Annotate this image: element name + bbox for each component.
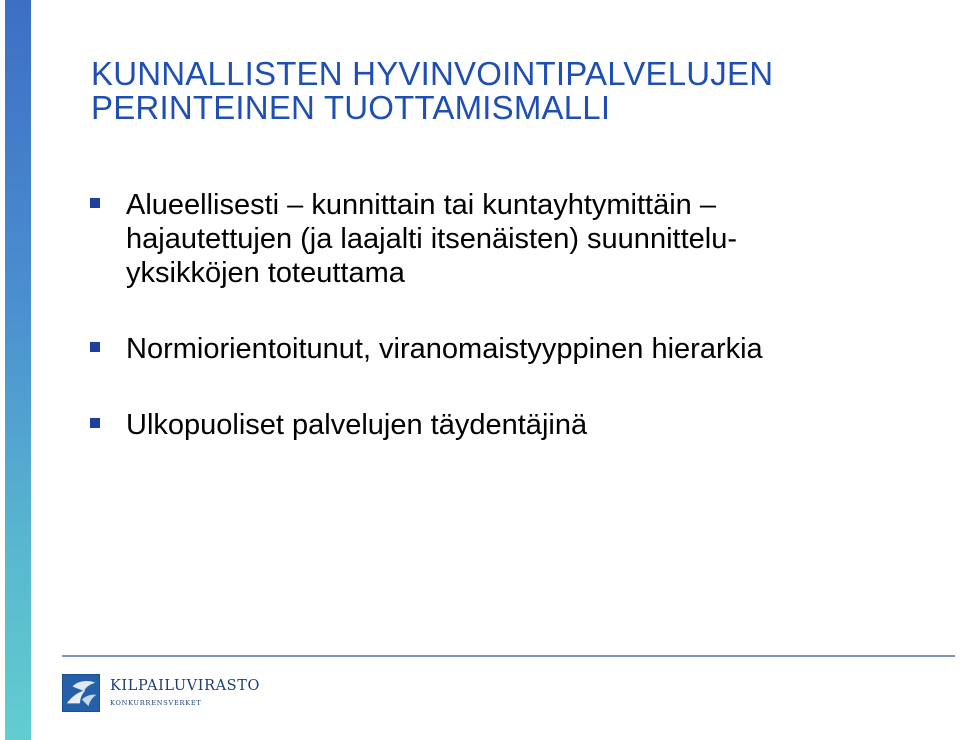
- bullet-item-3: [90, 408, 930, 442]
- bullet-list: [90, 188, 930, 442]
- bullet-2-line-1: Normiorientoitunut, viranomaistyyppinen hierarkia: [126, 333, 763, 365]
- org-name: KILPAILUVIRASTO: [110, 678, 260, 694]
- org-subname: KONKURRENSVERKET: [110, 699, 202, 707]
- bullet-3-line-1: Ulkopuoliset palvelujen täydentäjinä: [126, 409, 588, 441]
- square-bullet-icon: [90, 418, 100, 428]
- bullet-1-line-3: yksikköjen toteuttama: [126, 257, 405, 289]
- bullet-text-2: [126, 332, 930, 366]
- page-title: [91, 57, 773, 125]
- bullet-1-line-1: Alueellisesti – kunnittain tai kuntayhtymittäin –: [126, 189, 716, 221]
- page-title-line-1: KUNNALLISTEN HYVINVOINTIPALVELUJEN: [91, 55, 774, 92]
- bullet-item-1: [90, 188, 930, 290]
- bullet-item-2: [90, 332, 930, 366]
- org-logo: [62, 674, 260, 712]
- square-bullet-icon: [90, 342, 100, 352]
- page-title-line-2: PERINTEINEN TUOTTAMISMALLI: [91, 89, 611, 126]
- logo-words: [110, 678, 260, 708]
- footer-divider: [62, 655, 955, 657]
- bullet-text-3: [126, 408, 930, 442]
- kilpailuvirasto-logo-icon: [62, 674, 100, 712]
- square-bullet-icon: [90, 198, 100, 208]
- bullet-1-line-2: hajautettujen (ja laajalti itsenäisten) suunnittelu-: [126, 223, 737, 255]
- bullet-text-1: [126, 188, 930, 290]
- side-gradient-bar: [5, 0, 31, 740]
